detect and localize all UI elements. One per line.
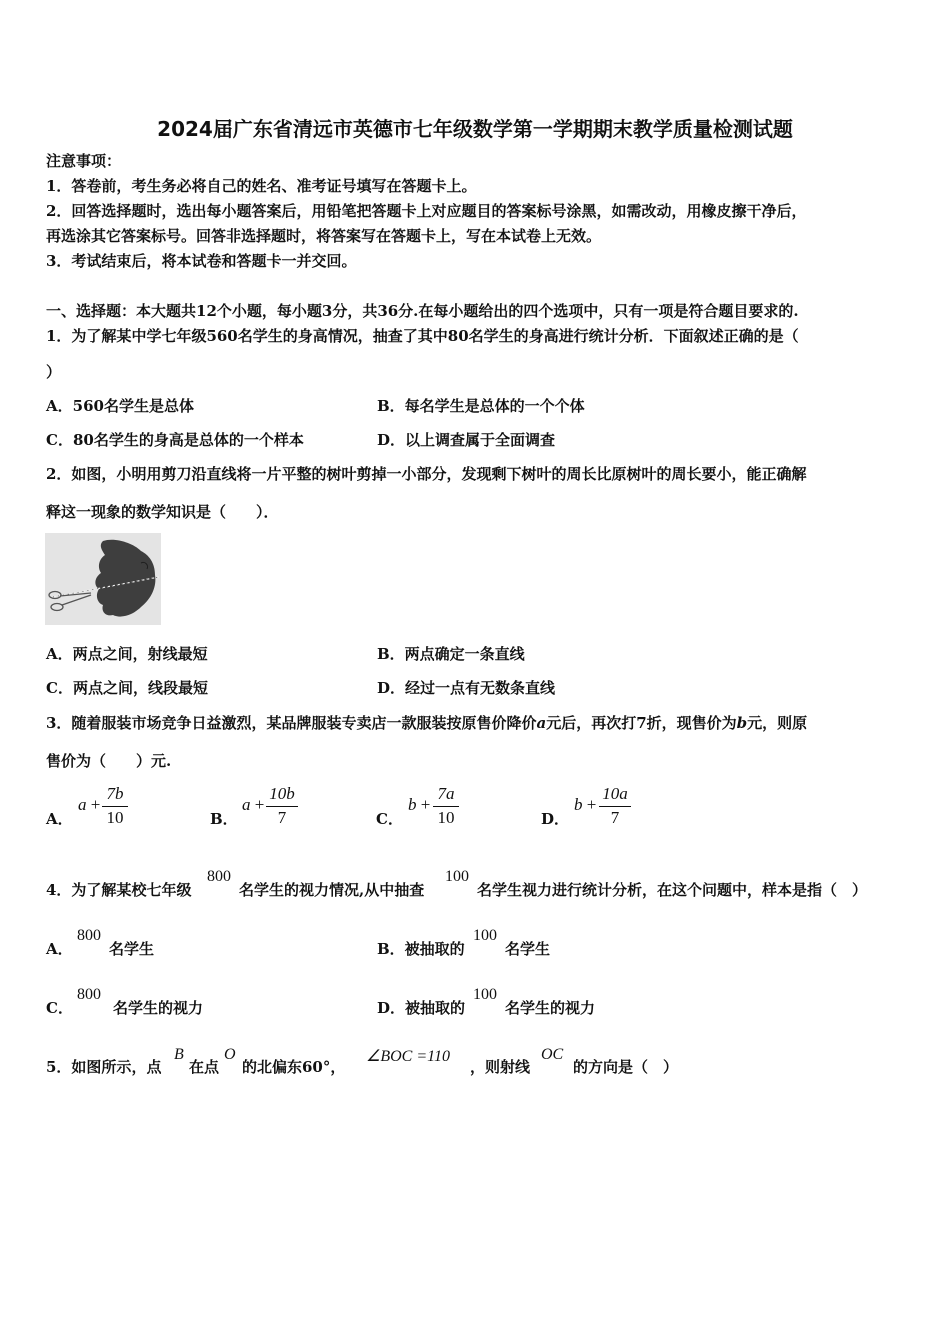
q3-option-c-fraction: 7a 10 — [431, 784, 461, 830]
q1-option-d: D．以上调查属于全面调查 — [377, 431, 556, 449]
q4-option-b-label: B．被抽取的 — [377, 940, 465, 958]
q3-option-c-prefix: b + — [408, 795, 431, 814]
q5-stem-2: 在点 — [189, 1058, 220, 1076]
q4-stem-2: 名学生的视力情况,从中抽查 — [239, 881, 425, 899]
q3-stem: 3．随着服装市场竞争日益激烈，某品牌服装专卖店一款服装按原售价降价a元后，再次打7折，现售价为b元，则原 — [46, 714, 808, 732]
q4-option-c-number: 800 — [77, 986, 101, 1003]
q4-option-d-number: 100 — [473, 986, 497, 1003]
q3-stem-end: 售价为（ ）元. — [46, 752, 172, 770]
q4-option-a-label: A． — [46, 940, 73, 958]
q5-stem-3: 的北偏东60°， — [242, 1058, 346, 1076]
q5-point-b: B — [174, 1046, 184, 1063]
q2-option-d: D．经过一点有无数条直线 — [377, 679, 556, 697]
notice-line-3: 3．考试结束后，将本试卷和答题卡一并交回。 — [46, 252, 357, 270]
q4-option-d-text: 名学生的视力 — [505, 999, 596, 1017]
q5-point-o: O — [224, 1046, 236, 1063]
q5-stem-4: ，则射线 — [470, 1058, 531, 1076]
q4-option-a-text: 名学生 — [109, 940, 155, 958]
q4-option-c-label: C． — [46, 999, 73, 1017]
q4-option-b-text: 名学生 — [505, 940, 551, 958]
q4-option-d-label: D．被抽取的 — [377, 999, 466, 1017]
section-heading: 一、选择题：本大题共12个小题，每小题3分，共36分.在每小题给出的四个选项中，只有一项是符合题目要求的. — [46, 302, 799, 320]
q1-option-c: C．80名学生的身高是总体的一个样本 — [46, 431, 304, 449]
q3-option-b-label: B． — [210, 810, 238, 828]
leaf-scissors-figure — [45, 533, 161, 625]
q4-number-100: 100 — [445, 868, 469, 885]
q4-stem-3: 名学生视力进行统计分析，在这个问题中，样本是指（ ） — [477, 881, 868, 899]
page-title: 2024届广东省清远市英德市七年级数学第一学期期末教学质量检测试题 — [157, 117, 793, 141]
q5-stem-5: 的方向是（ ） — [573, 1058, 679, 1076]
q2-option-a: A．两点之间，射线最短 — [46, 645, 208, 663]
q3-option-d-fraction: 10a 7 — [597, 784, 633, 830]
notice-line-2b: 再选涂其它答案标号。回答非选择题时，将答案写在答题卡上，写在本试卷上无效。 — [46, 227, 602, 245]
q3-option-c-label: C． — [376, 810, 403, 828]
q1-stem-end: ） — [46, 363, 62, 381]
q1-option-a: A．560名学生是总体 — [46, 397, 194, 415]
q5-stem-1: 5．如图所示，点 — [46, 1058, 162, 1076]
q3-option-a-fraction: 7b 10 — [100, 784, 130, 830]
q5-ray-oc: OC — [541, 1046, 564, 1063]
q1-option-b: B．每名学生是总体的一个个体 — [377, 397, 585, 415]
q4-option-c-text: 名学生的视力 — [113, 999, 204, 1017]
q3-option-a-prefix: a + — [78, 795, 101, 814]
q3-option-b-prefix: a + — [242, 795, 265, 814]
notice-heading: 注意事项： — [46, 152, 122, 170]
q3-option-b-fraction: 10b 7 — [264, 784, 300, 830]
q2-stem: 2．如图，小明用剪刀沿直线将一片平整的树叶剪掉一小部分，发现剩下树叶的周长比原树叶的周长要小，能正确解 — [46, 465, 807, 483]
q4-option-b-number: 100 — [473, 927, 497, 944]
q1-stem: 1．为了解某中学七年级560名学生的身高情况，抽查了其中80名学生的身高进行统计分析．下面叙述正确的是（ — [46, 327, 799, 345]
q3-option-d-label: D． — [541, 810, 570, 828]
q4-option-a-number: 800 — [77, 927, 101, 944]
q4-stem-1: 4．为了解某校七年级 — [46, 881, 192, 899]
q3-option-d-prefix: b + — [574, 795, 597, 814]
q4-number-800: 800 — [207, 868, 231, 885]
q3-var-a: a — [536, 714, 547, 732]
q3-option-a-label: A． — [46, 810, 73, 828]
q5-angle: ∠BOC =110 — [366, 1048, 450, 1065]
q2-stem-end: 释这一现象的数学知识是（ ）． — [46, 503, 279, 521]
notice-line-2a: 2．回答选择题时，选出每小题答案后，用铅笔把答题卡上对应题目的答案标号涂黑，如需改动，用橡皮擦干净后， — [46, 202, 807, 220]
q3-var-b: b — [736, 714, 748, 732]
q2-option-b: B．两点确定一条直线 — [377, 645, 525, 663]
q2-option-c: C．两点之间，线段最短 — [46, 679, 208, 697]
notice-line-1: 1．答卷前，考生务必将自己的姓名、准考证号填写在答题卡上。 — [46, 177, 477, 195]
